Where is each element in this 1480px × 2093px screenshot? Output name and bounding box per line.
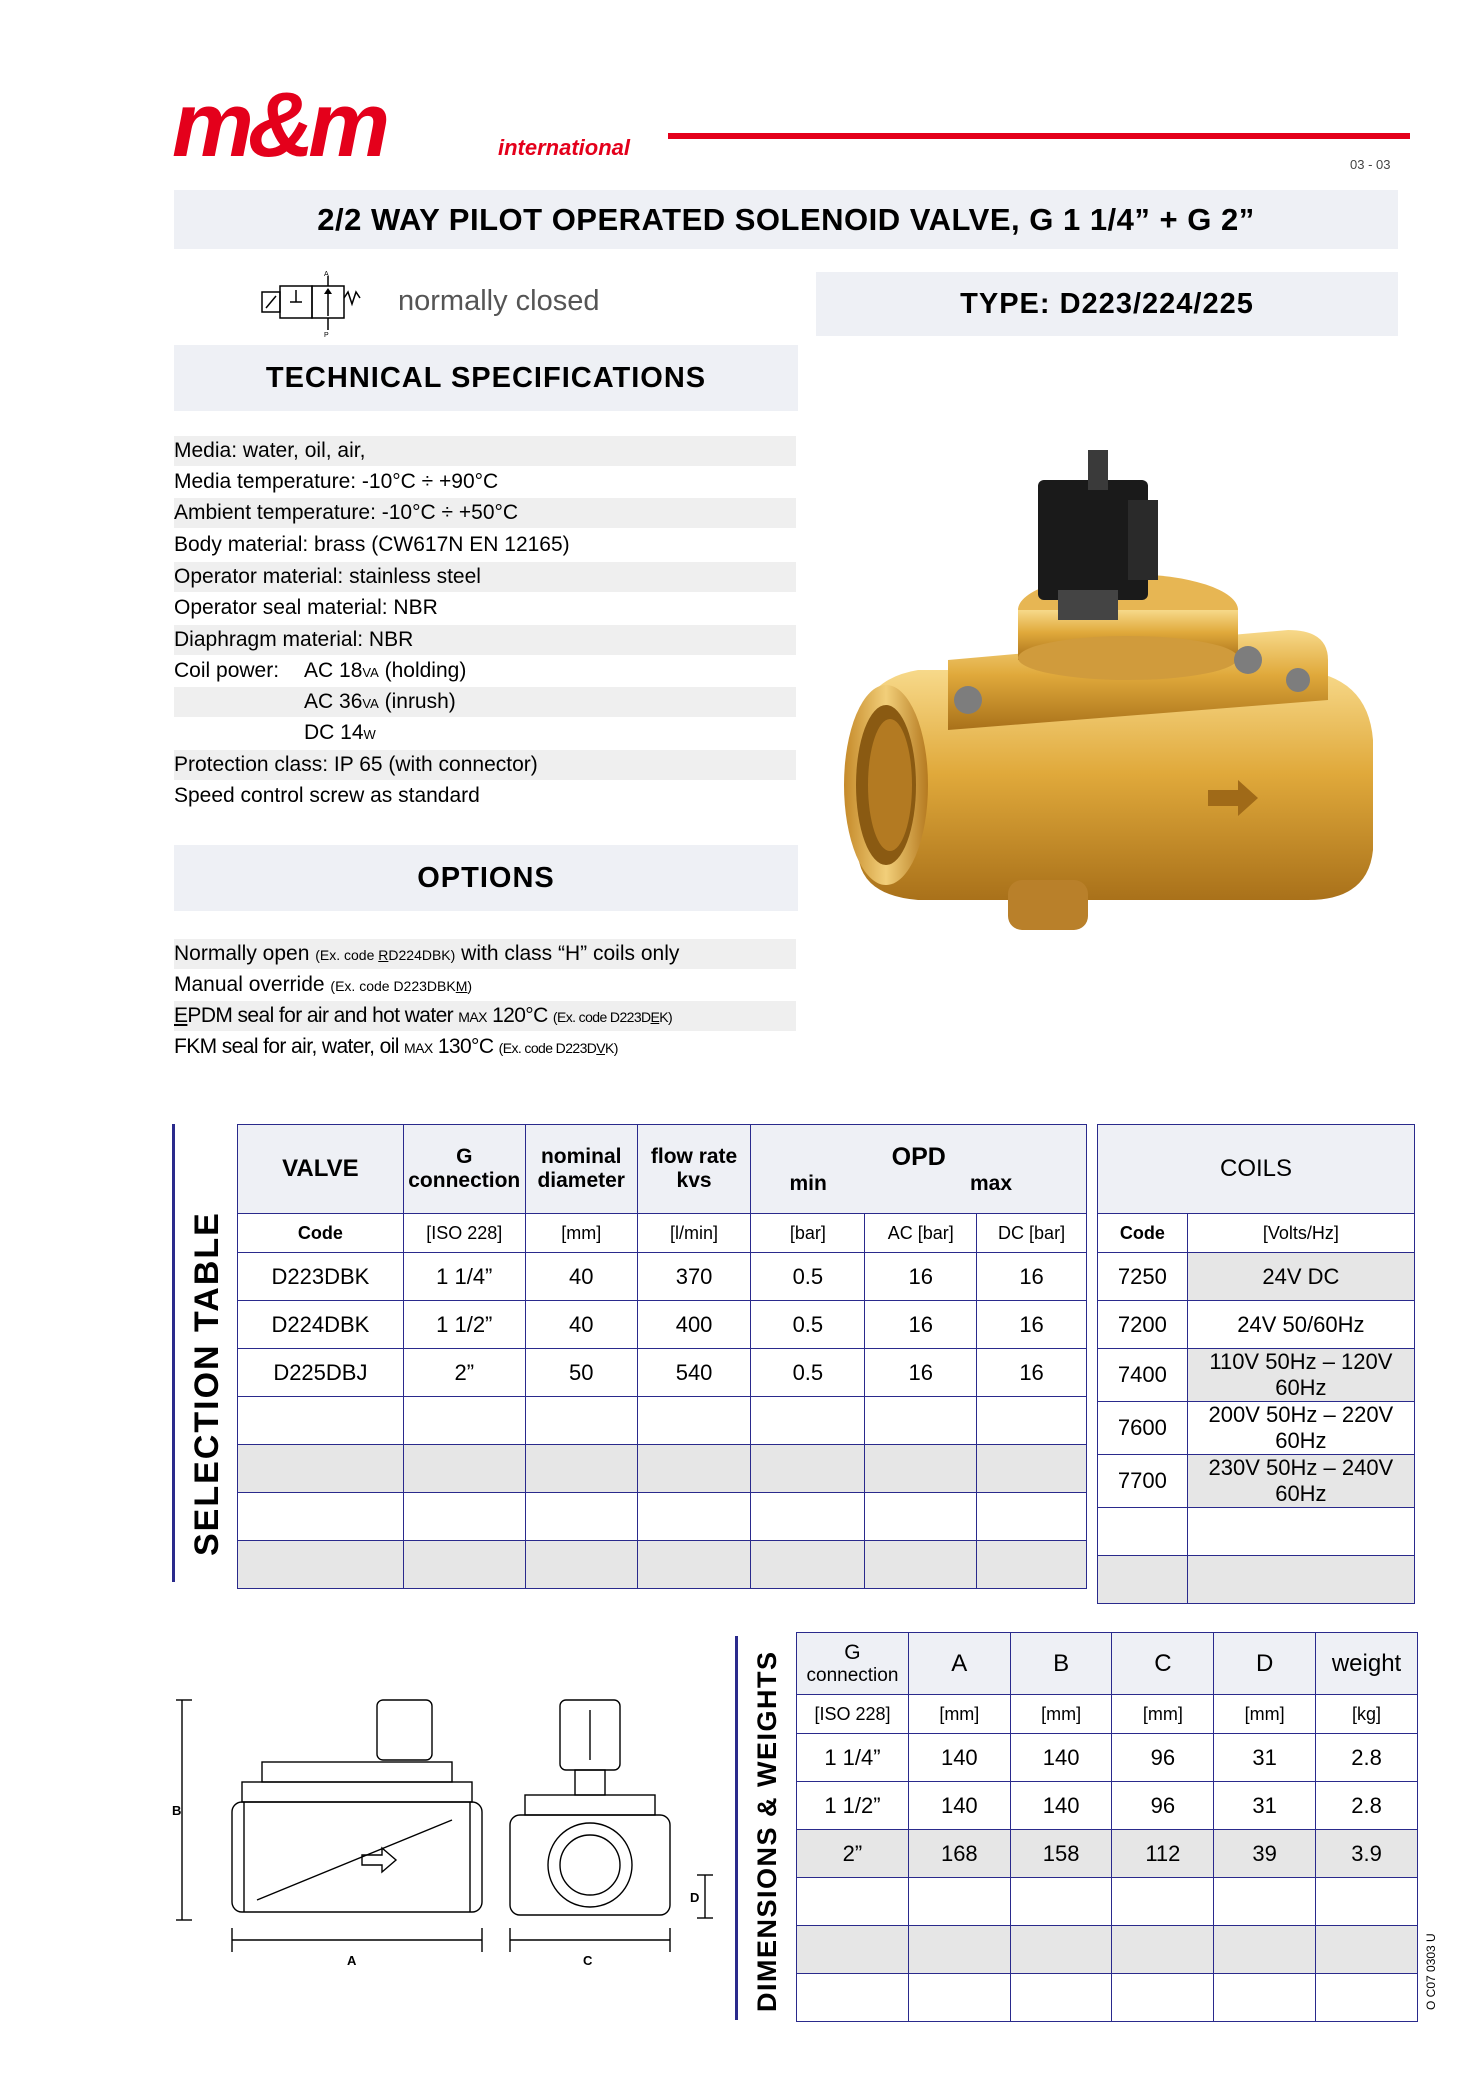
dim-d: 31 bbox=[1214, 1782, 1316, 1830]
coil-value: 14 bbox=[340, 721, 364, 744]
header-fr-line2: kvs bbox=[676, 1169, 712, 1192]
coil-row-empty bbox=[1098, 1508, 1415, 1556]
spec-row: Speed control screw as standard bbox=[174, 784, 480, 807]
table-row bbox=[797, 1782, 1418, 1830]
unit-cell: [mm] bbox=[908, 1695, 1010, 1734]
header-g bbox=[403, 1125, 525, 1214]
header-nd-line2: diameter bbox=[537, 1169, 625, 1192]
coil-code: 7600 bbox=[1098, 1402, 1188, 1455]
coil-value: 18 bbox=[339, 659, 363, 682]
dim-header-c: C bbox=[1112, 1633, 1214, 1695]
coil-power-row bbox=[174, 718, 796, 748]
option-max: MAX bbox=[458, 1009, 487, 1025]
option-note: K) bbox=[605, 1040, 618, 1056]
table-row-empty bbox=[797, 1974, 1418, 2022]
dim-header-b: B bbox=[1010, 1633, 1112, 1695]
unit-cell: Code bbox=[1098, 1214, 1188, 1253]
cell-dc: 16 bbox=[977, 1253, 1087, 1301]
table-row-empty bbox=[238, 1445, 1087, 1493]
cell-min: 0.5 bbox=[751, 1301, 865, 1349]
cell-ac: 16 bbox=[865, 1301, 977, 1349]
valve-side-view-icon bbox=[172, 1690, 492, 1980]
dim-header-g-line2: connection bbox=[806, 1664, 899, 1686]
coil-row bbox=[1098, 1402, 1415, 1455]
option-text: 130°C bbox=[432, 1035, 499, 1058]
header-g-line1: G bbox=[456, 1145, 473, 1168]
cell-code: D223DBK bbox=[238, 1253, 404, 1301]
spec-row: Diaphragm material: NBR bbox=[174, 625, 796, 655]
dim-header-d: D bbox=[1214, 1633, 1316, 1695]
coil-power-label: Coil power: bbox=[174, 659, 280, 682]
dim-d: 39 bbox=[1214, 1830, 1316, 1878]
option-text: FKM seal for air, water, oil bbox=[174, 1035, 405, 1058]
table-row bbox=[238, 1301, 1087, 1349]
cell-ac: 16 bbox=[865, 1253, 977, 1301]
drawing-label-c: C bbox=[583, 1953, 593, 1968]
footer-code: O C07 0303 U bbox=[1424, 1933, 1438, 2010]
option-note: (Ex. code D223D bbox=[552, 1009, 651, 1025]
cell-fr: 370 bbox=[637, 1253, 751, 1301]
dim-c: 112 bbox=[1112, 1830, 1214, 1878]
cell-g: 1 1/4” bbox=[403, 1253, 525, 1301]
selection-side-bar bbox=[172, 1124, 175, 1582]
dim-g: 1 1/4” bbox=[797, 1734, 909, 1782]
table-row bbox=[797, 1734, 1418, 1782]
dim-a: 140 bbox=[908, 1734, 1010, 1782]
coil-row bbox=[1098, 1349, 1415, 1402]
dim-weight: 3.9 bbox=[1316, 1830, 1418, 1878]
page-title: 2/2 WAY PILOT OPERATED SOLENOID VALVE, G 1 1/4” + G 2” bbox=[317, 202, 1255, 237]
option-note: K) bbox=[659, 1009, 673, 1025]
coil-prefix: AC bbox=[304, 690, 340, 713]
unit-cell: [mm] bbox=[1010, 1695, 1112, 1734]
dim-g: 2” bbox=[797, 1830, 909, 1878]
dim-g: 1 1/2” bbox=[797, 1782, 909, 1830]
dimensions-side-label: DIMENSIONS & WEIGHTS bbox=[752, 1650, 782, 2012]
coils-header-row bbox=[1098, 1125, 1415, 1214]
svg-text:P: P bbox=[324, 332, 329, 338]
option-note: D224DBK) bbox=[388, 947, 456, 963]
dimensions-side-bar bbox=[735, 1636, 738, 2020]
dim-weight: 2.8 bbox=[1316, 1734, 1418, 1782]
cell-fr: 400 bbox=[637, 1301, 751, 1349]
dim-weight: 2.8 bbox=[1316, 1782, 1418, 1830]
drawing-label-a: A bbox=[347, 1953, 357, 1968]
spec-row: Ambient temperature: -10°C ÷ +50°C bbox=[174, 498, 796, 528]
coil-code: 7700 bbox=[1098, 1455, 1188, 1508]
header-nd bbox=[525, 1125, 637, 1214]
table-row bbox=[238, 1349, 1087, 1397]
spec-row: Media: water, oil, air, bbox=[174, 436, 796, 466]
option-text: Normally open bbox=[174, 942, 316, 965]
valve-front-view-icon bbox=[505, 1690, 735, 1980]
header-rule bbox=[668, 133, 1410, 139]
table-row-empty bbox=[238, 1541, 1087, 1589]
header-fr-line1: flow rate bbox=[650, 1145, 738, 1168]
header-nd-line1: nominal bbox=[540, 1145, 622, 1168]
selection-units-row bbox=[238, 1214, 1087, 1253]
coil-power-row bbox=[174, 656, 796, 686]
option-row bbox=[174, 970, 796, 1000]
cell-fr: 540 bbox=[637, 1349, 751, 1397]
spec-row: Operator material: stainless steel bbox=[174, 562, 796, 592]
unit-cell: [ISO 228] bbox=[797, 1695, 909, 1734]
dim-b: 158 bbox=[1010, 1830, 1112, 1878]
coil-code: 7200 bbox=[1098, 1301, 1188, 1349]
dim-c: 96 bbox=[1112, 1734, 1214, 1782]
table-row bbox=[238, 1253, 1087, 1301]
table-row-empty bbox=[238, 1397, 1087, 1445]
coil-power-row bbox=[174, 687, 796, 717]
coil-code: 7400 bbox=[1098, 1349, 1188, 1402]
header-opd bbox=[751, 1125, 1087, 1214]
coil-suffix: (holding) bbox=[378, 659, 467, 682]
option-code-letter: M bbox=[455, 978, 468, 994]
coil-value: 36 bbox=[339, 690, 363, 713]
table-row-empty bbox=[797, 1926, 1418, 1974]
title-band bbox=[174, 190, 1398, 249]
type-band bbox=[816, 272, 1398, 336]
header-opd-min: min bbox=[789, 1171, 827, 1195]
option-text: 120°C bbox=[486, 1004, 553, 1027]
tech-spec-heading: TECHNICAL SPECIFICATIONS bbox=[265, 362, 707, 394]
logo-suffix: international bbox=[498, 135, 631, 160]
coil-row-empty bbox=[1098, 1556, 1415, 1604]
dim-d: 31 bbox=[1214, 1734, 1316, 1782]
cell-min: 0.5 bbox=[751, 1253, 865, 1301]
option-code-letter: V bbox=[596, 1040, 606, 1056]
coil-voltage: 200V 50Hz – 220V 60Hz bbox=[1187, 1402, 1414, 1455]
coil-voltage: 24V 50/60Hz bbox=[1187, 1301, 1414, 1349]
coil-prefix: AC bbox=[304, 659, 340, 682]
option-row bbox=[174, 1032, 796, 1062]
option-code-letter: R bbox=[378, 947, 389, 963]
dim-c: 96 bbox=[1112, 1782, 1214, 1830]
coil-unit: VA bbox=[362, 696, 379, 711]
option-text: Manual override bbox=[174, 973, 331, 996]
coil-code: 7250 bbox=[1098, 1253, 1188, 1301]
dimensions-header-row bbox=[797, 1633, 1418, 1695]
side-view-drawing bbox=[172, 1690, 492, 1980]
unit-cell: AC [bar] bbox=[865, 1214, 977, 1253]
table-row-empty bbox=[797, 1878, 1418, 1926]
unit-cell: Code bbox=[238, 1214, 404, 1253]
cell-ac: 16 bbox=[865, 1349, 977, 1397]
dim-header-a: A bbox=[908, 1633, 1010, 1695]
coil-voltage: 24V DC bbox=[1187, 1253, 1414, 1301]
options-heading: OPTIONS bbox=[417, 862, 555, 894]
option-max: MAX bbox=[404, 1040, 433, 1056]
dim-b: 140 bbox=[1010, 1734, 1112, 1782]
svg-text:A: A bbox=[324, 271, 329, 278]
dim-b: 140 bbox=[1010, 1782, 1112, 1830]
dim-a: 140 bbox=[908, 1782, 1010, 1830]
coils-table bbox=[1097, 1124, 1415, 1604]
dim-a: 168 bbox=[908, 1830, 1010, 1878]
dim-header-g bbox=[797, 1633, 909, 1695]
unit-cell: [mm] bbox=[525, 1214, 637, 1253]
dimensions-table bbox=[796, 1632, 1418, 2022]
coil-voltage: 230V 50Hz – 240V 60Hz bbox=[1187, 1455, 1414, 1508]
header-g-line2: connection bbox=[408, 1169, 521, 1192]
coil-row bbox=[1098, 1253, 1415, 1301]
header-coils: COILS bbox=[1098, 1125, 1415, 1214]
unit-cell: [Volts/Hz] bbox=[1187, 1214, 1414, 1253]
solenoid-valve-image bbox=[828, 430, 1408, 950]
option-code-letter: E bbox=[174, 1004, 188, 1027]
cell-min: 0.5 bbox=[751, 1349, 865, 1397]
option-note: ) bbox=[467, 978, 473, 994]
coil-row bbox=[1098, 1455, 1415, 1508]
front-view-drawing bbox=[505, 1690, 735, 1980]
selection-header-row bbox=[238, 1125, 1087, 1214]
cell-g: 2” bbox=[403, 1349, 525, 1397]
option-note: (Ex. code bbox=[315, 947, 379, 963]
table-row bbox=[797, 1830, 1418, 1878]
selection-side-label: SELECTION TABLE bbox=[188, 1211, 226, 1556]
drawing-label-b: B bbox=[172, 1803, 182, 1818]
spec-row: Media temperature: -10°C ÷ +90°C bbox=[174, 470, 499, 493]
drawing-label-d: D bbox=[690, 1890, 700, 1905]
date-code: 03 - 03 bbox=[1350, 157, 1391, 172]
cell-g: 1 1/2” bbox=[403, 1301, 525, 1349]
option-row bbox=[174, 939, 796, 969]
unit-cell: [bar] bbox=[751, 1214, 865, 1253]
valve-symbol bbox=[258, 270, 362, 338]
solenoid-symbol-icon bbox=[258, 270, 362, 338]
unit-cell: DC [bar] bbox=[977, 1214, 1087, 1253]
cell-nd: 50 bbox=[525, 1349, 637, 1397]
cell-code: D225DBJ bbox=[238, 1349, 404, 1397]
dimensions-units-row bbox=[797, 1695, 1418, 1734]
table-row-empty bbox=[238, 1493, 1087, 1541]
coils-units-row bbox=[1098, 1214, 1415, 1253]
cell-dc: 16 bbox=[977, 1349, 1087, 1397]
product-photo bbox=[828, 430, 1408, 950]
spec-row: Operator seal material: NBR bbox=[174, 596, 438, 619]
option-row bbox=[174, 1001, 796, 1031]
header-valve: VALVE bbox=[238, 1125, 404, 1214]
option-text: PDM seal for air and hot water bbox=[187, 1004, 459, 1027]
tech-spec-band bbox=[174, 345, 798, 411]
unit-cell: [mm] bbox=[1214, 1695, 1316, 1734]
coil-prefix: DC bbox=[304, 721, 341, 744]
option-note: (Ex. code D223D bbox=[498, 1040, 597, 1056]
dim-header-weight: weight bbox=[1316, 1633, 1418, 1695]
option-note: (Ex. code D223DBK bbox=[330, 978, 456, 994]
header-opd-max: max bbox=[969, 1171, 1012, 1195]
spec-row: Protection class: IP 65 (with connector) bbox=[174, 750, 796, 780]
type-label: TYPE: D223/224/225 bbox=[960, 288, 1254, 320]
unit-cell: [kg] bbox=[1316, 1695, 1418, 1734]
logo-text: m&m bbox=[172, 86, 385, 166]
unit-cell: [l/min] bbox=[637, 1214, 751, 1253]
selection-table bbox=[237, 1124, 1087, 1589]
coil-voltage: 110V 50Hz – 120V 60Hz bbox=[1187, 1349, 1414, 1402]
coil-row bbox=[1098, 1301, 1415, 1349]
cell-code: D224DBK bbox=[238, 1301, 404, 1349]
spec-row: Body material: brass (CW617N EN 12165) bbox=[174, 533, 570, 556]
normally-closed-label: normally closed bbox=[398, 285, 600, 317]
dim-header-g-line1: G bbox=[844, 1640, 861, 1664]
coil-unit: W bbox=[363, 727, 376, 742]
coil-suffix: (inrush) bbox=[378, 690, 456, 713]
cell-nd: 40 bbox=[525, 1253, 637, 1301]
coil-unit: VA bbox=[362, 665, 379, 680]
option-code-letter: E bbox=[650, 1009, 660, 1025]
cell-dc: 16 bbox=[977, 1301, 1087, 1349]
option-text: with class “H” coils only bbox=[455, 942, 680, 965]
cell-nd: 40 bbox=[525, 1301, 637, 1349]
unit-cell: [ISO 228] bbox=[403, 1214, 525, 1253]
header-opd-title: OPD bbox=[891, 1142, 946, 1171]
header-fr bbox=[637, 1125, 751, 1214]
unit-cell: [mm] bbox=[1112, 1695, 1214, 1734]
options-band bbox=[174, 845, 798, 911]
